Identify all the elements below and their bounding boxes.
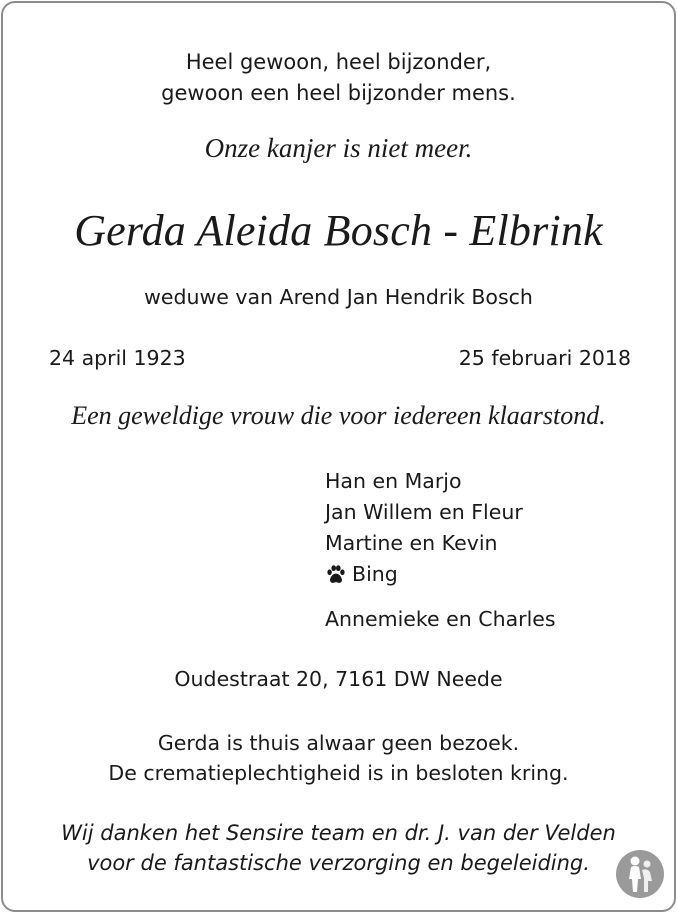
opening-line-1: Heel gewoon, heel bijzonder, — [185, 50, 492, 74]
pet-row — [325, 559, 556, 590]
tribute-quote: Een geweldige vrouw die voor iedereen klaarstond. — [71, 401, 606, 430]
family-member: Jan Willem en Fleur — [325, 500, 523, 524]
paw-icon — [325, 564, 347, 586]
family-member: Han en Marjo — [325, 469, 462, 493]
funeral-notice — [3, 728, 674, 788]
pet-name: Bing — [352, 562, 398, 586]
death-date: 25 februari 2018 — [458, 346, 631, 370]
memorial-logo-icon — [614, 848, 666, 900]
family-member: Annemieke en Charles — [325, 607, 556, 631]
thanks-line-1: Wij danken het Sensire team en dr. J. van der Velden — [61, 821, 616, 845]
opening-line-2: gewoon een heel bijzonder mens. — [161, 81, 516, 105]
family-member: Martine en Kevin — [325, 531, 498, 555]
notice-line-2: De crematieplechtigheid is in besloten kring. — [108, 761, 569, 785]
widow-of: weduwe van Arend Jan Hendrik Bosch — [144, 285, 533, 309]
family-list — [325, 466, 556, 635]
tagline: Onze kanjer is niet meer. — [204, 133, 473, 163]
birth-date: 24 april 1923 — [49, 346, 186, 370]
opening-verse — [3, 47, 674, 109]
obituary-card — [1, 1, 676, 912]
acknowledgement — [3, 818, 674, 878]
notice-line-1: Gerda is thuis alwaar geen bezoek. — [157, 731, 520, 755]
thanks-line-2: voor de fantastische verzorging en begeleiding. — [87, 851, 590, 875]
deceased-name: Gerda Aleida Bosch - Elbrink — [74, 206, 603, 255]
address: Oudestraat 20, 7161 DW Neede — [174, 667, 503, 691]
